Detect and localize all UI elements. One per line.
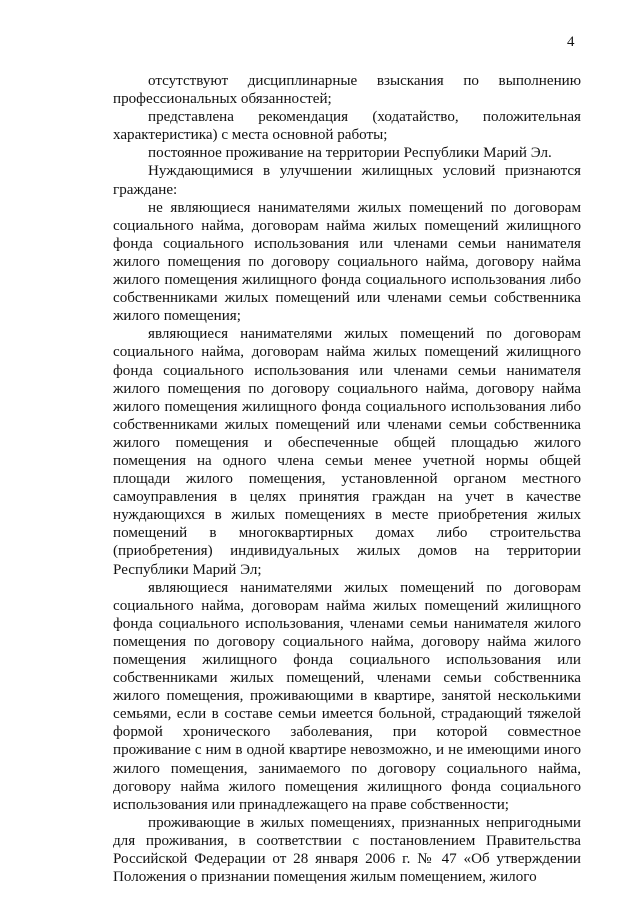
document-body	[113, 72, 581, 886]
page-number: 4	[567, 34, 575, 50]
paragraph-tenants-below-norm: являющиеся нанимателями жилых помещений по договорам социального найма, договорам найма жилых помещений жилищного фонда социального использования или членами семьи нанимателя жилого помещения по договору социального найма, договору найма жилого помещения жилищного фонда социального использования либо собственниками жилых помещений или членами семьи собственника жилого помещения и обеспеченные общей площадью жилого помещения на одного члена семьи менее учетной нормы общей площади жилого помещения, установленной органом местного самоуправления в целях принятия граждан на учет в качестве нуждающихся в жилых помещениях в месте приобретения жилых помещений в многоквартирных домах либо строительства (приобретения) индивидуальных жилых домов на территории Республики Марий Эл;	[113, 326, 581, 578]
paragraph-shared-apartment: являющиеся нанимателями жилых помещений по договорам социального найма, договорам найма жилых помещений жилищного фонда социального использования, членами семьи нанимателя жилого помещения по договору социального найма, договору найма жилого помещения жилищного фонда социального использования или собственниками жилых помещений, членами семьи собственника жилого помещения, проживающими в квартире, занятой несколькими семьями, если в составе семьи имеется больной, страдающий тяжелой формой хронического заболевания, при которой совместное проживание с ним в одной квартире невозможно, и не имеющими иного жилого помещения, занимаемого по договору социального найма, договору найма жилого помещения жилищного фонда социального использования или принадлежащего на праве собственности;	[113, 579, 581, 813]
paragraph-unfit-housing: проживающие в жилых помещениях, признанных непригодными для проживания, в соответствии с постановлением Правительства Российской Федерации от 28 января 2006 г. № 47 «Об утверждении Положения о признании помещения жилым помещением, жилого	[113, 814, 581, 886]
paragraph-recommendation: представлена рекомендация (ходатайство, положительная характеристика) с места основной работы;	[113, 109, 581, 144]
paragraph-disciplinary: отсутствуют дисциплинарные взыскания по выполнению профессиональных обязанностей;	[113, 73, 581, 108]
paragraph-residence: постоянное проживание на территории Республики Марий Эл.	[148, 145, 552, 162]
paragraph-needy-definition: Нуждающимися в улучшении жилищных условий признаются граждане:	[113, 163, 581, 198]
paragraph-non-tenants: не являющиеся нанимателями жилых помещений по договорам социального найма, договорам найма жилых помещений жилищного фонда социального использования или членами семьи нанимателя жилого помещения по договору социального найма, договору найма жилого помещения жилищного фонда социального использования либо собственниками жилых помещений или членами семьи собственника жилого помещения;	[113, 199, 581, 325]
